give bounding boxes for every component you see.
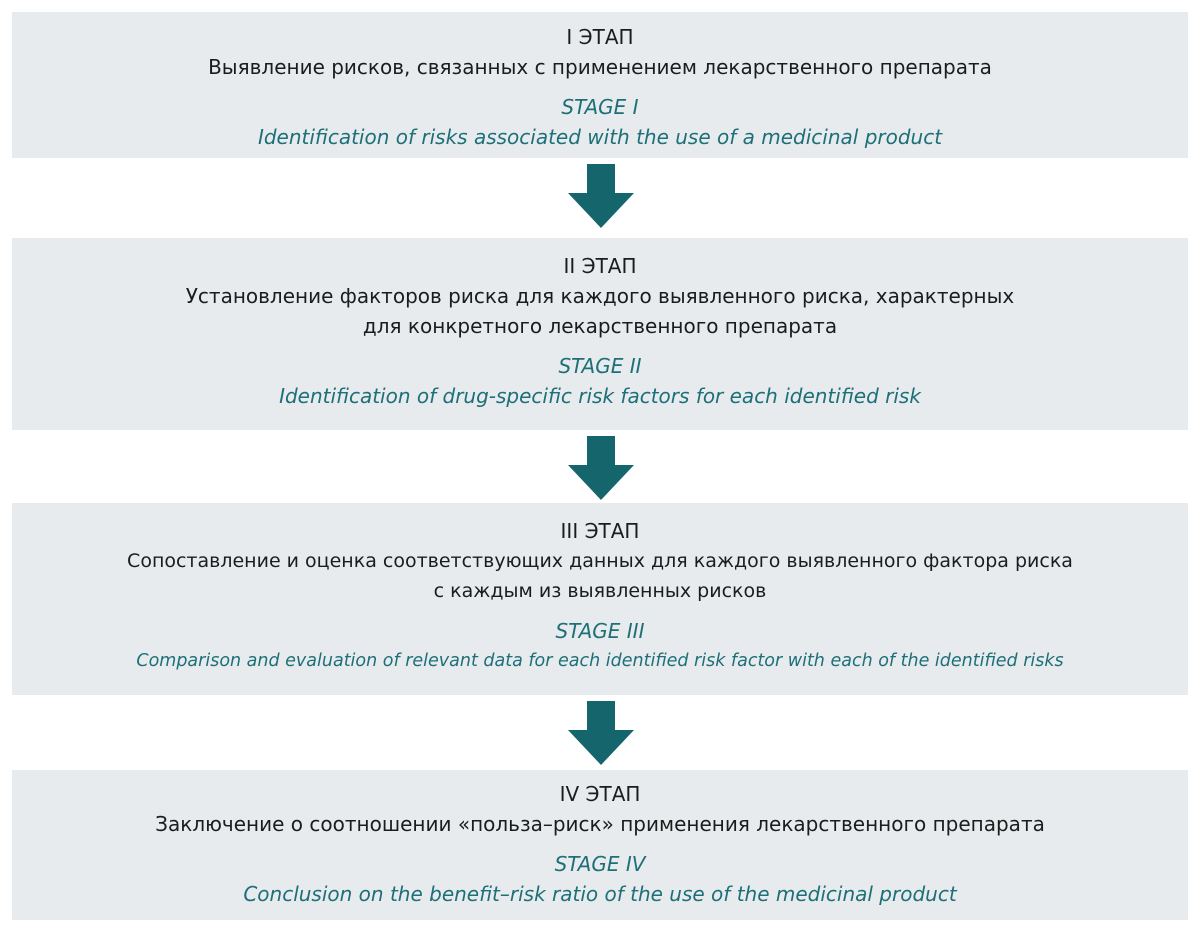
stage-2-en-text: Identification of drug-specific risk factors for each identified risk xyxy=(279,384,921,408)
stage-3-ru-title: III ЭТАП xyxy=(560,519,640,543)
stage-4-box xyxy=(12,770,1188,920)
arrow-down-icon xyxy=(568,436,634,500)
stage-2-box xyxy=(12,238,1188,430)
stage-2-ru-text-line-1: Установление факторов риска для каждого выявленного риска, характерных xyxy=(185,284,1015,308)
stage-4-en-title: STAGE IV xyxy=(554,852,646,876)
stage-4-ru-title: IV ЭТАП xyxy=(559,782,641,806)
stage-1-en-text: Identification of risks associated with the use of a medicinal product xyxy=(257,125,943,149)
stage-4-en-text: Conclusion on the benefit–risk ratio of the use of the medicinal product xyxy=(243,882,957,906)
stage-3-en-text: Comparison and evaluation of relevant data for each identified risk factor with each of the identified risks xyxy=(136,651,1064,671)
stage-3-box xyxy=(12,503,1188,695)
stage-3-ru-text-line-2: с каждым из выявленных рисков xyxy=(433,580,767,602)
stage-3-ru-text-line-1: Сопоставление и оценка соответствующих данных для каждого выявленного фактора риска xyxy=(127,550,1073,572)
stage-1-ru-text-line-1: Выявление рисков, связанных с применением лекарственного препарата xyxy=(208,55,992,79)
arrow-down-icon xyxy=(568,701,634,765)
arrow-down-icon xyxy=(568,164,634,228)
stage-2-ru-title: II ЭТАП xyxy=(563,254,637,278)
stage-2-ru-text-line-2: для конкретного лекарственного препарата xyxy=(362,314,838,338)
stage-3-en-title: STAGE III xyxy=(555,619,645,643)
stage-1-en-title: STAGE I xyxy=(561,95,639,119)
stage-2-en-title: STAGE II xyxy=(558,354,642,378)
stage-4-ru-text-line-1: Заключение о соотношении «польза–риск» применения лекарственного препарата xyxy=(155,812,1045,836)
stage-1-ru-title: I ЭТАП xyxy=(566,25,634,49)
stage-1-box xyxy=(12,12,1188,158)
